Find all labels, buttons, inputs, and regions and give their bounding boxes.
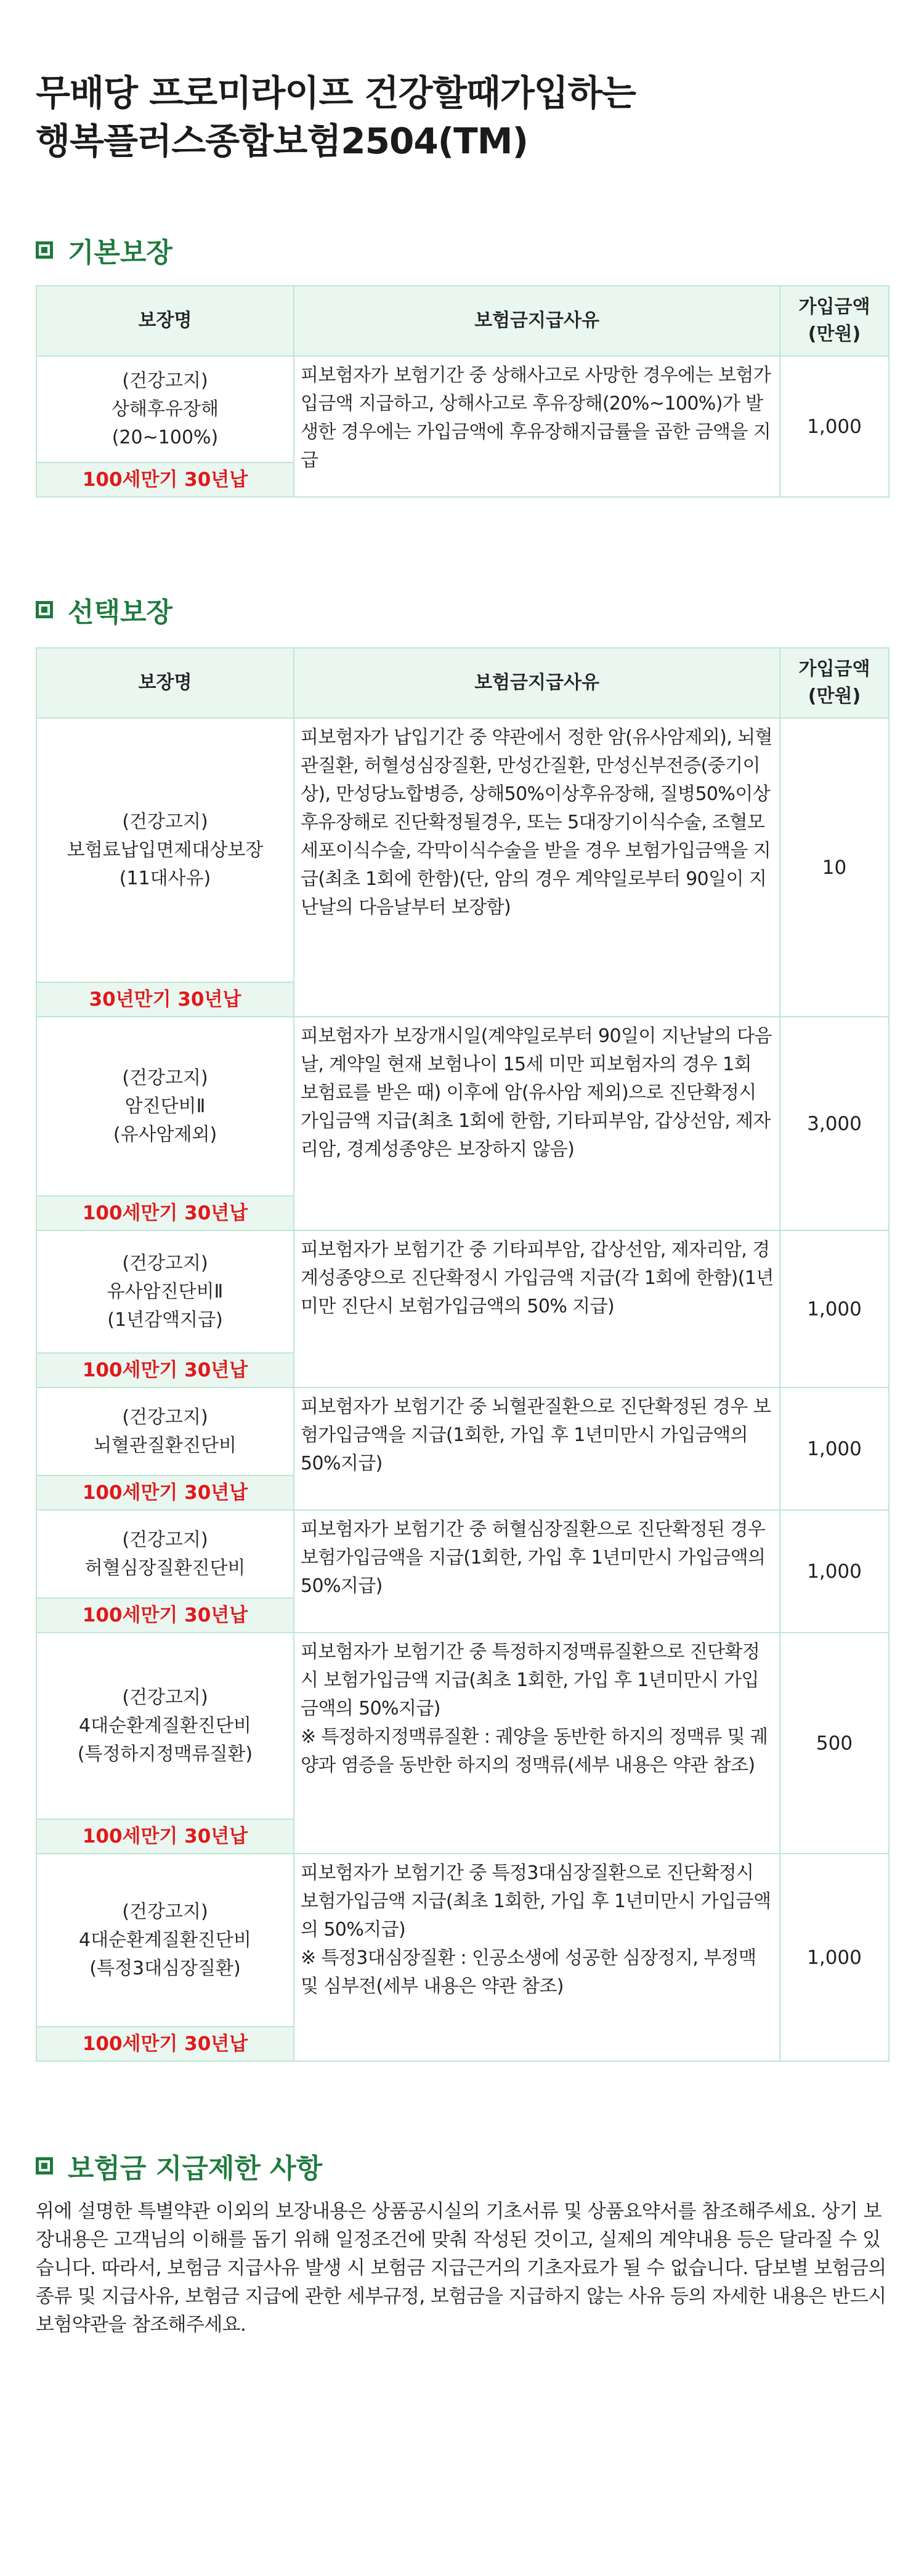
coverage-amount-cell: 3,000 xyxy=(780,1017,889,1230)
coverage-name-line: 4대순환계질환진단비 xyxy=(79,1714,251,1737)
coverage-row xyxy=(36,1017,889,1230)
coverage-name-line: 상해후유장해 xyxy=(111,398,219,420)
column-header-amount xyxy=(780,648,889,718)
coverage-amount-cell: 1,000 xyxy=(780,1510,889,1633)
coverage-name-cell xyxy=(36,718,294,1017)
basic-coverage-table xyxy=(36,285,890,498)
coverage-name-line: 뇌혈관질환진단비 xyxy=(94,1434,237,1456)
coverage-notice-type: (건강고지) xyxy=(122,1067,208,1089)
coverage-name-cell xyxy=(36,1387,294,1510)
coverage-amount-cell: 500 xyxy=(780,1633,889,1854)
product-title-line2: 행복플러스종합보험2504(TM) xyxy=(36,120,528,162)
coverage-name-line: (특정하지정맥류질환) xyxy=(77,1743,253,1765)
basic-coverage-heading xyxy=(36,230,172,270)
coverage-period: 100세만기 30년납 xyxy=(37,1352,293,1387)
coverage-notice-type: (건강고지) xyxy=(122,1686,208,1708)
column-header-amount-label: 가입금액 xyxy=(798,296,870,318)
coverage-notice-type: (건강고지) xyxy=(122,810,208,833)
coverage-name-line: 4대순환계질환진단비 xyxy=(79,1929,251,1951)
product-title xyxy=(36,69,898,165)
payment-reason-cell: 피보험자가 보험기간 중 허혈심장질환으로 진단확정된 경우 보험가입금액을 지급(1회한, 가입 후 1년미만시 가입금액의 50%지급) xyxy=(294,1510,780,1633)
payment-reason-cell: 피보험자가 보험기간 중 상해사고로 사망한 경우에는 보험가입금액 지급하고, 상해사고로 후유장해(20%~100%)가 발생한 경우에는 가입금액에 후유장해지급률을 곱한 금액을 지급 xyxy=(294,356,780,497)
coverage-name-line: (20~100%) xyxy=(111,426,219,448)
coverage-name-line: 유사암진단비Ⅱ xyxy=(107,1280,224,1302)
coverage-name-cell xyxy=(36,1510,294,1633)
square-bullet-icon xyxy=(36,241,53,259)
square-bullet-icon xyxy=(36,2157,53,2174)
column-header-amount xyxy=(780,286,889,356)
coverage-name-line: 보험료납입면제대상보장 xyxy=(67,839,264,861)
coverage-row xyxy=(36,1230,889,1387)
coverage-amount-cell: 1,000 xyxy=(780,1230,889,1387)
coverage-notice-type: (건강고지) xyxy=(122,1252,208,1274)
coverage-name-cell xyxy=(36,1633,294,1854)
payment-reason-cell: 피보험자가 보험기간 중 기타피부암, 갑상선암, 제자리암, 경계성종양으로 진단확정시 가입금액 지급(각 1회에 한함)(1년미만 진단시 보험가입금액의 50% 지급) xyxy=(294,1230,780,1387)
coverage-period: 30년만기 30년납 xyxy=(37,982,293,1016)
column-header-payment-reason: 보험금지급사유 xyxy=(294,648,780,718)
payment-reason-cell: 피보험자가 보험기간 중 뇌혈관질환으로 진단확정된 경우 보험가입금액을 지급(1회한, 가입 후 1년미만시 가입금액의 50%지급) xyxy=(294,1387,780,1510)
coverage-row xyxy=(36,1387,889,1510)
coverage-row xyxy=(36,1854,889,2061)
optional-coverage-heading-text: 선택보장 xyxy=(68,597,173,628)
coverage-name-cell xyxy=(36,1230,294,1387)
coverage-period: 100세만기 30년납 xyxy=(37,1475,293,1509)
coverage-name-cell xyxy=(36,1854,294,2061)
basic-coverage-heading-text: 기본보장 xyxy=(68,237,173,269)
coverage-notice-type: (건강고지) xyxy=(122,1528,208,1551)
coverage-name-line: 암진단비Ⅱ xyxy=(124,1095,206,1117)
coverage-name-line: (특정3대심장질환) xyxy=(89,1957,241,1979)
coverage-amount-cell: 1,000 xyxy=(780,1387,889,1510)
payment-reason-cell: 피보험자가 보험기간 중 특정하지정맥류질환으로 진단확정시 보험가입금액 지급(최초 1회한, 가입 후 1년미만시 가입금액의 50%지급) ※ 특정하지정맥류질환 : 궤양을 동반한 하지의 정맥류 및 궤양과 염증을 동반한 하지의 정맥류(세부 내용은 약관 참조) xyxy=(294,1633,780,1854)
coverage-name-cell xyxy=(36,356,294,497)
column-header-amount-label: 가입금액 xyxy=(798,658,870,680)
column-header-coverage-name: 보장명 xyxy=(36,286,294,356)
optional-coverage-table xyxy=(36,647,890,2062)
coverage-row xyxy=(36,718,889,1017)
coverage-row xyxy=(36,356,889,497)
column-header-coverage-name: 보장명 xyxy=(36,648,294,718)
payment-limit-heading-text: 보험금 지급제한 사항 xyxy=(68,2153,323,2184)
coverage-notice-type: (건강고지) xyxy=(122,369,208,392)
payment-reason-cell: 피보험자가 보장개시일(계약일로부터 90일이 지난날의 다음날, 계약일 현재 보험나이 15세 미만 피보험자의 경우 1회 보험료를 받은 때) 이후에 암(유사암 제외)으로 진단확정시 가입금액 지급(최초 1회에 한함, 기타피부암, 갑상선암, 제자리암, 경계성종양은 보장하지 않음) xyxy=(294,1017,780,1230)
coverage-row xyxy=(36,1633,889,1854)
column-header-amount-unit: (만원) xyxy=(808,685,861,707)
coverage-period: 100세만기 30년납 xyxy=(37,1195,293,1230)
payment-limit-notice: 위에 설명한 특별약관 이외의 보장내용은 상품공시실의 기초서류 및 상품요약서를 참조해주세요. 상기 보장내용은 고객님의 이해를 돕기 위해 일정조건에 맞춰 작성된 것이고, 실제의 계약내용 등은 달라질 수 있습니다. 따라서, 보험금 지급사유 발생 시 보험금 지급근거의 기초자료가 될 수 없습니다. 담보별 보험금의 종류 및 지급사유, 보험금 지급에 관한 세부규정, 보험금을 지급하지 않는 사유 등의 자세한 내용은 반드시 보험약관을 참조해주세요. xyxy=(36,2200,886,2336)
coverage-period: 100세만기 30년납 xyxy=(37,2026,293,2061)
coverage-amount-cell: 1,000 xyxy=(780,1854,889,2061)
column-header-payment-reason: 보험금지급사유 xyxy=(294,286,780,356)
payment-reason-cell: 피보험자가 납입기간 중 약관에서 정한 암(유사암제외), 뇌혈관질환, 허혈성심장질환, 만성간질환, 만성신부전증(중기이상), 만성당뇨합병증, 상해50%이상후유장해, 질병50%이상후유장해로 진단확정될경우, 또는 5대장기이식수술, 조혈모세포이식수술, 각막이식수술을 받을 경우 보험가입금액을 지급(최초 1회에 한함)(단, 암의 경우 계약일로부터 90일이 지난날의 다음날부터 보장함) xyxy=(294,718,780,1017)
coverage-notice-type: (건강고지) xyxy=(122,1406,208,1428)
square-bullet-icon xyxy=(36,601,53,618)
payment-reason-cell: 피보험자가 보험기간 중 특정3대심장질환으로 진단확정시 보험가입금액 지급(최초 1회한, 가입 후 1년미만시 가입금액의 50%지급) ※ 특정3대심장질환 : 인공소생에 성공한 심장정지, 부정맥 및 심부전(세부 내용은 약관 참조) xyxy=(294,1854,780,2061)
product-title-line1: 무배당 프로미라이프 건강할때가입하는 xyxy=(36,72,636,114)
coverage-period: 100세만기 30년납 xyxy=(37,1597,293,1632)
coverage-amount-cell: 1,000 xyxy=(780,356,889,497)
coverage-row xyxy=(36,1510,889,1633)
coverage-name-cell xyxy=(36,1017,294,1230)
table-header-row xyxy=(36,648,889,718)
coverage-amount-cell: 10 xyxy=(780,718,889,1017)
table-header-row xyxy=(36,286,889,356)
column-header-amount-unit: (만원) xyxy=(808,323,861,345)
optional-coverage-heading xyxy=(36,590,172,629)
coverage-name-line: 허혈심장질환진단비 xyxy=(84,1557,246,1579)
coverage-name-line: (1년감액지급) xyxy=(107,1309,223,1331)
coverage-name-line: (유사암제외) xyxy=(113,1123,217,1145)
coverage-name-line: (11대사유) xyxy=(119,867,211,889)
coverage-period: 100세만기 30년납 xyxy=(37,1819,293,1853)
coverage-period: 100세만기 30년납 xyxy=(37,462,293,496)
payment-limit-heading xyxy=(36,2146,322,2186)
coverage-notice-type: (건강고지) xyxy=(122,1900,208,1923)
